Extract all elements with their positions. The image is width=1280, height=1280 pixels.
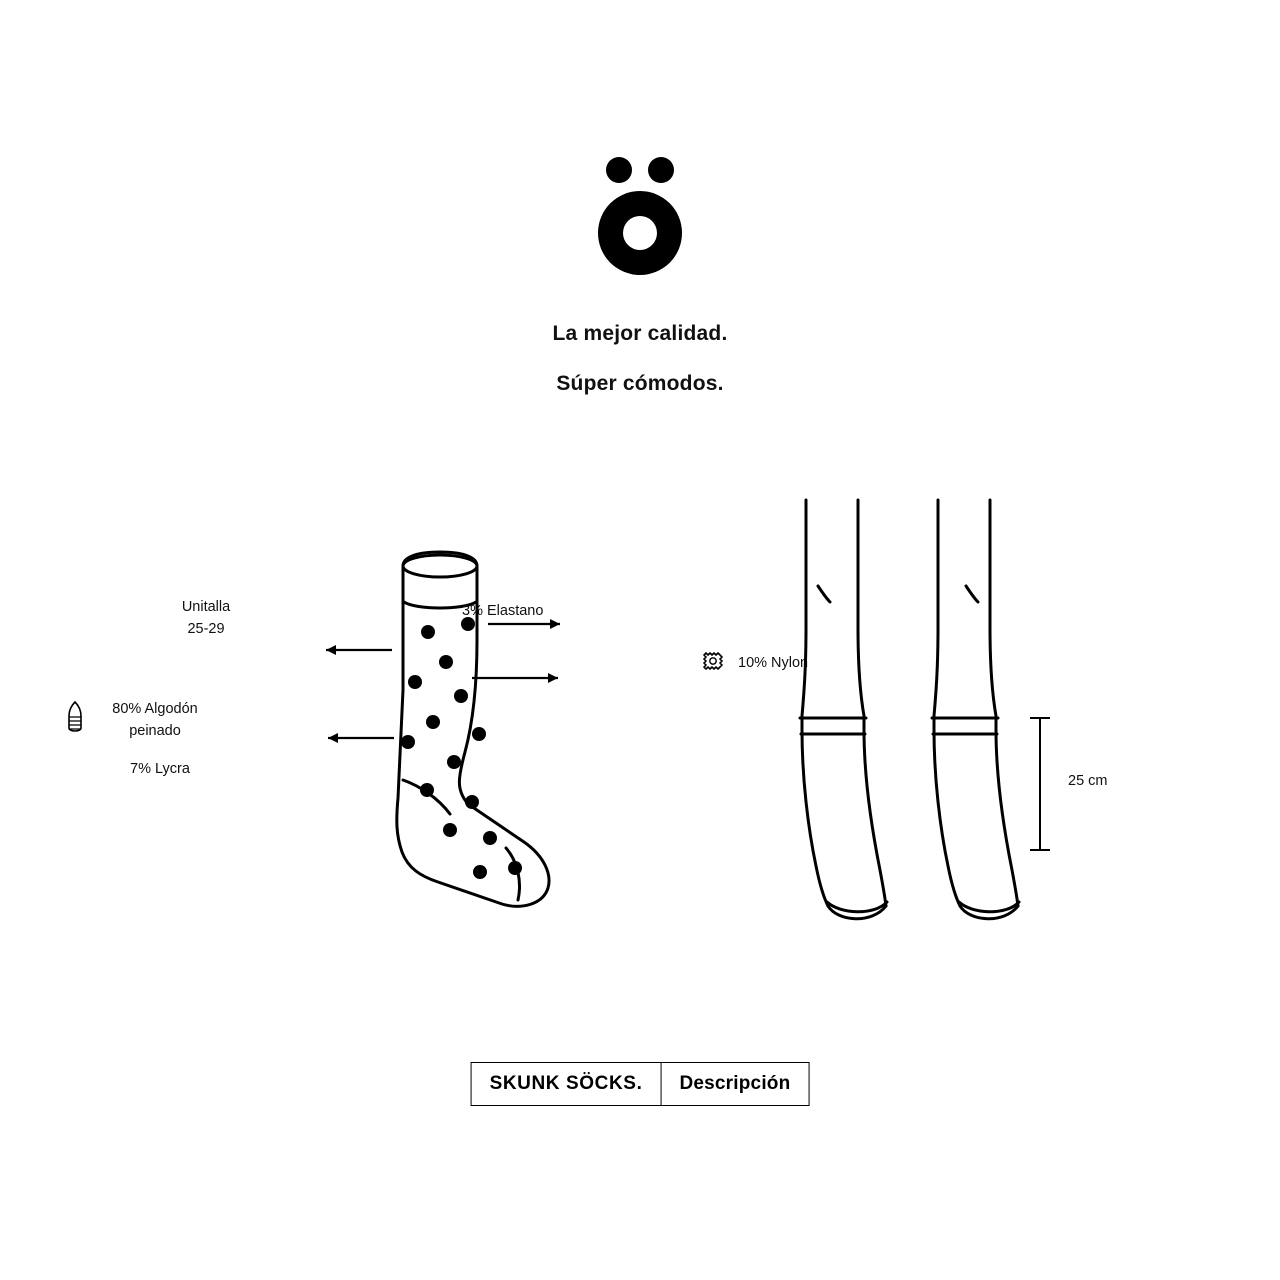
label-nylon: 10% Nylon [738,655,809,671]
measurement-bracket [1030,718,1050,850]
label-length-25cm: 25 cm [1068,773,1108,789]
label-algodon-line-2: peinado [129,723,181,740]
footer-badge [471,1062,810,1106]
tagline-line-2: Súper cómodos. [556,372,724,395]
label-algodon [90,698,220,743]
tagline-line-1: La mejor calidad. [552,322,728,345]
brand-logo [0,150,1280,285]
section-label: Descripción [679,1073,791,1094]
label-unitalla-range: 25-29 [187,621,225,638]
label-unitalla [136,596,276,641]
footer-brand-cell [472,1063,661,1105]
footer-section-cell [660,1063,808,1105]
sock-dot-pattern [401,617,522,879]
nylon-swatch-icon [700,648,726,679]
cotton-spool-icon [65,700,85,739]
label-algodon-line-1: 80% Algodón [112,701,198,717]
brand-name: SKUNK SÖCKS. [489,1073,643,1094]
legs-illustration [760,478,1090,948]
label-elastano: 3% Elastano [462,603,544,619]
illustration-area [0,470,1280,950]
o-umlaut-logo-icon [575,150,705,285]
label-lycra: 7% Lycra [130,761,190,777]
label-unitalla-title: Unitalla [181,599,231,615]
